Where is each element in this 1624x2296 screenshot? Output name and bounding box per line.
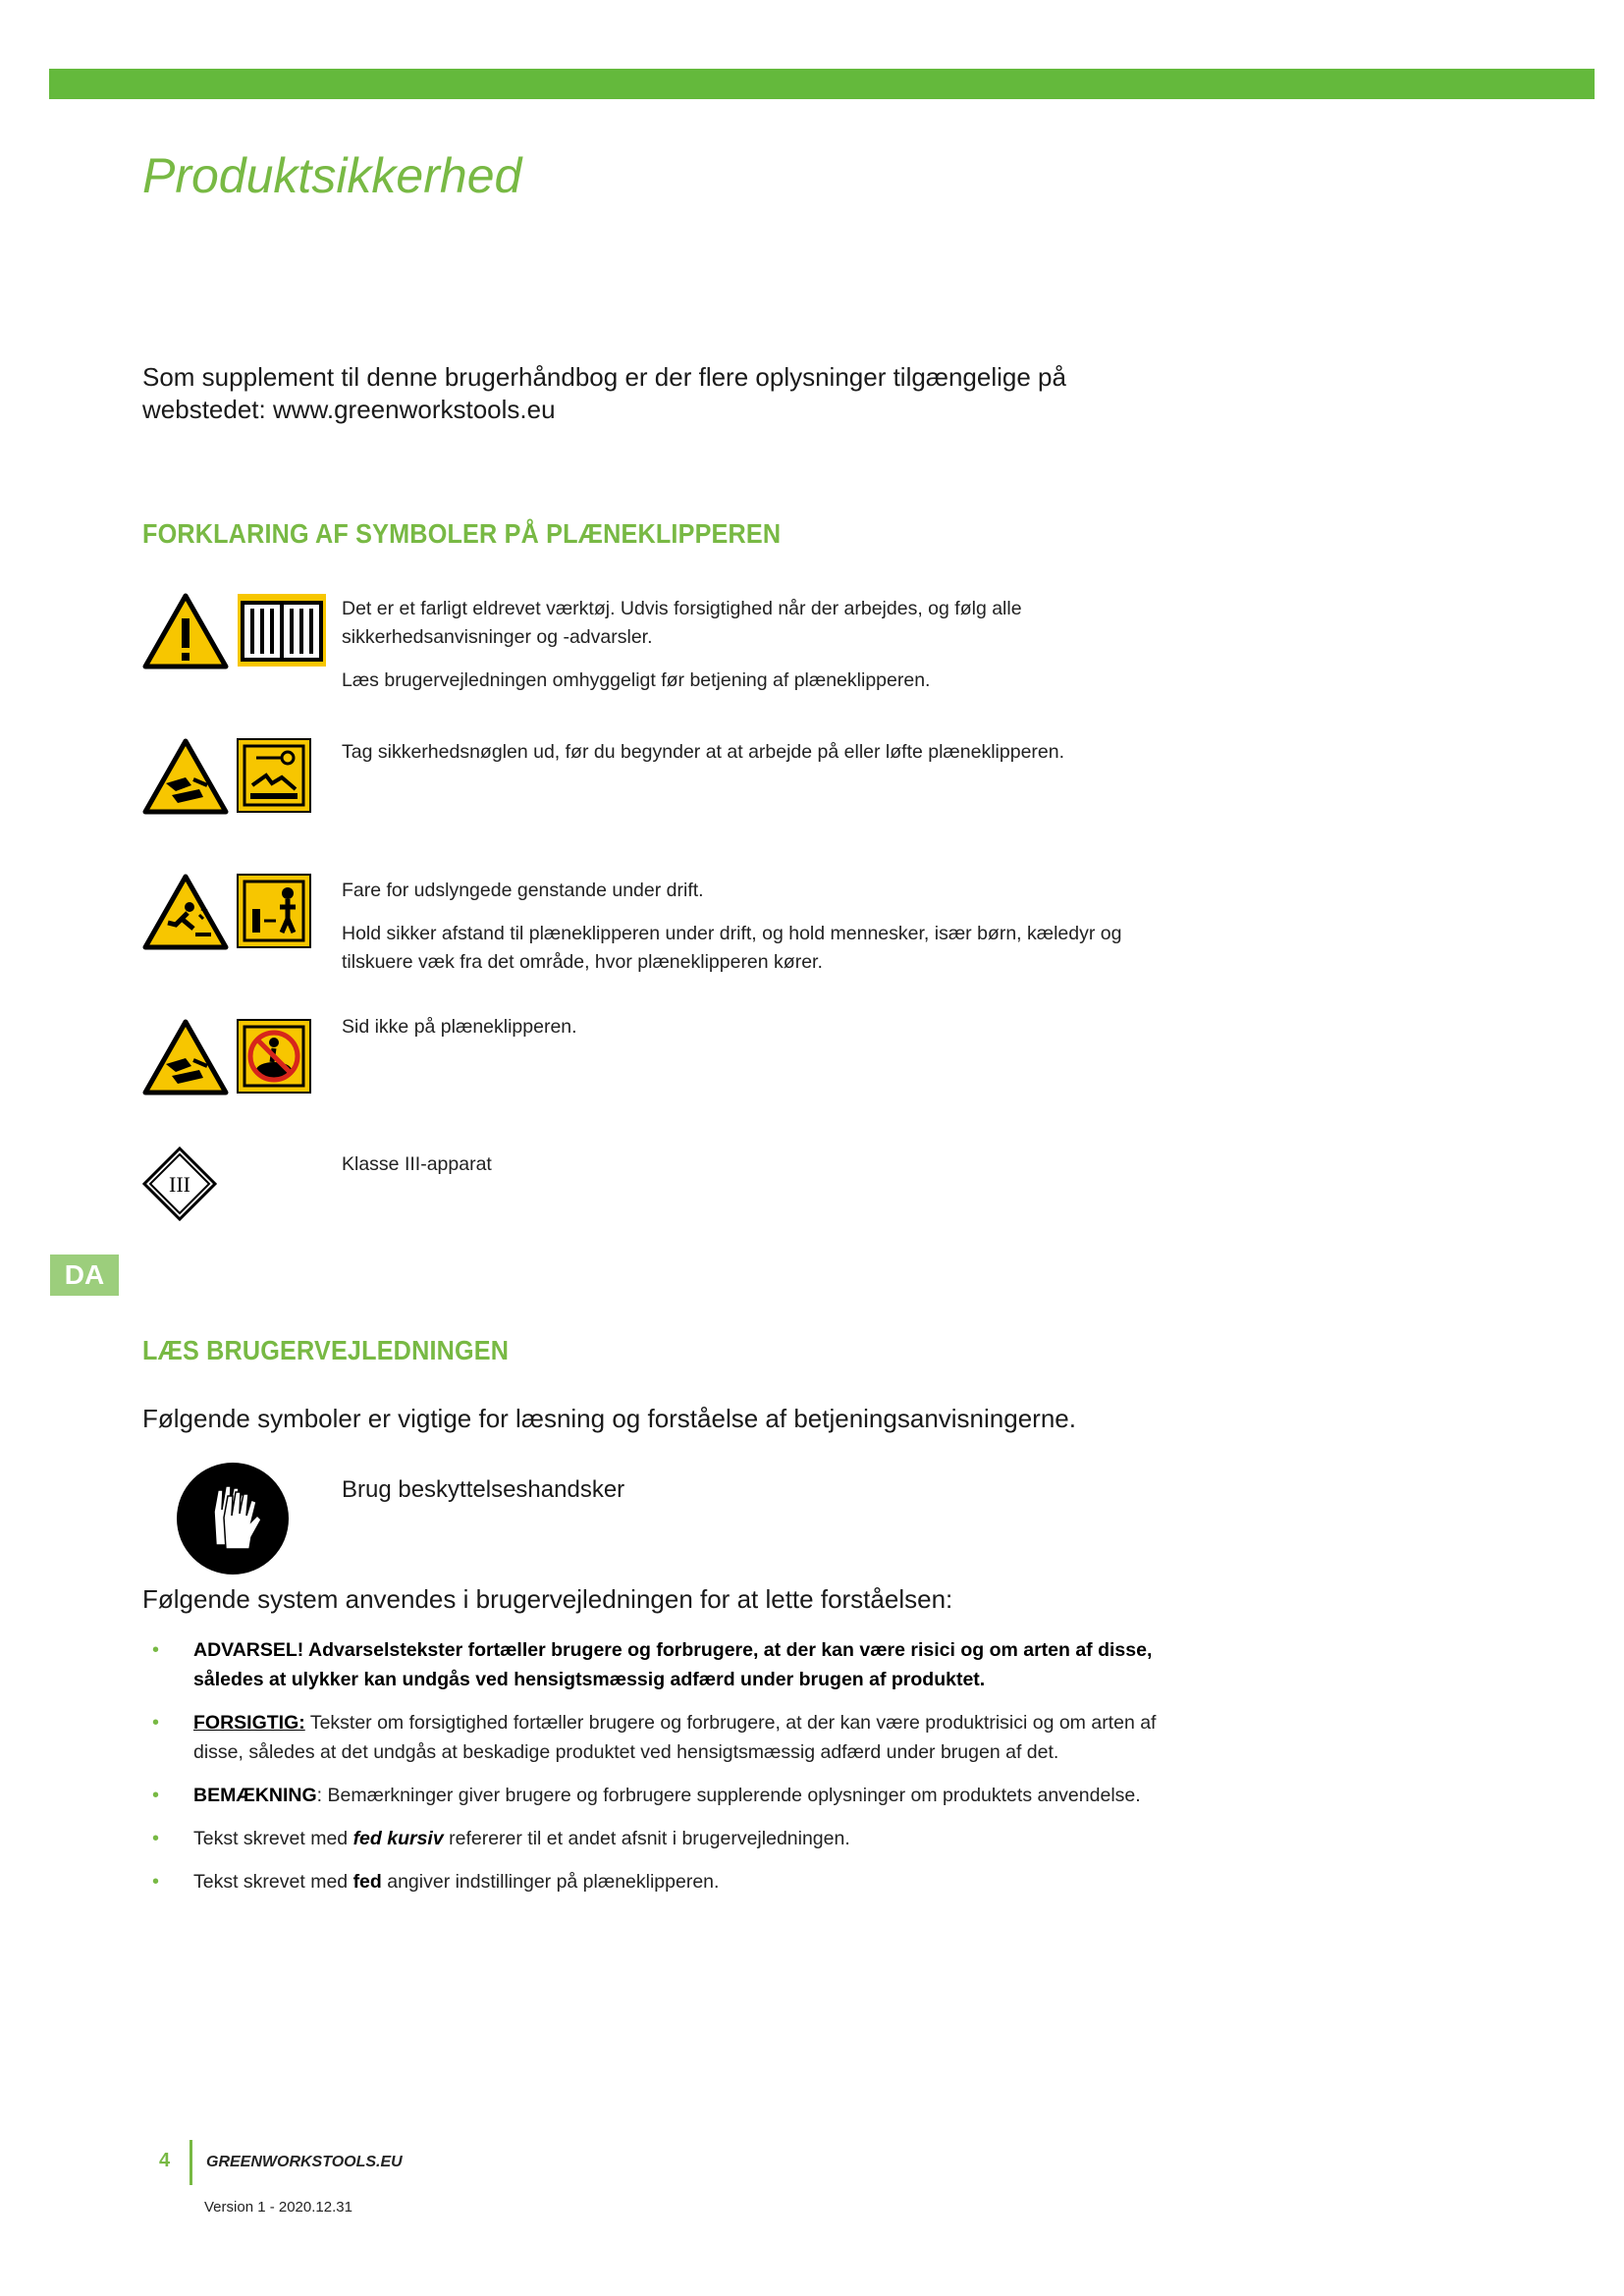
- symbol-row-1-text: [342, 595, 1147, 710]
- bullet-dot: •: [152, 1871, 160, 1893]
- page-title: Produktsikkerhed: [142, 148, 522, 203]
- symbol-row-2-icons: [142, 738, 311, 815]
- advarsel-label: ADVARSEL!: [193, 1639, 304, 1661]
- warning-exclamation-icon: [142, 593, 229, 669]
- symbol-row-4-text: [342, 1013, 1147, 1056]
- symbol-row-3-text-2: Hold sikker afstand til plæneklipperen under drift, og hold mennesker, især børn, kæledyr og tilskuere væk fra det område, hvor plæneklipperen kører.: [342, 923, 1122, 973]
- bullet-dot: •: [152, 1712, 160, 1734]
- list-item: [142, 1781, 1183, 1810]
- symbol-row-3-icons: [142, 874, 311, 950]
- intro-line-2: webstedet: www.greenworkstools.eu: [142, 395, 556, 424]
- forsigtig-label: FORSIGTIG:: [193, 1712, 305, 1734]
- intro-line-1: Som supplement til denne brugerhåndbog er der flere oplysninger tilgængelige på: [142, 362, 1066, 392]
- symbol-row-3-text-1: Fare for udslyngede genstande under drift.: [342, 880, 704, 901]
- forsigtig-text: Tekster om forsigtighed fortæller brugere og forbrugere, at der kan være produktrisici og om arten af disse, således at det undgås at beskadige produktet ved hensigtsmæssig adfærd under brugen af det.: [193, 1712, 1157, 1763]
- gloves-icon: [175, 1461, 291, 1576]
- footer-site: GREENWORKSTOOLS.EU: [206, 2154, 403, 2170]
- symbol-row-3-text: [342, 877, 1147, 991]
- remove-safety-key-icon: [237, 738, 311, 813]
- read-manual-book-icon: [237, 593, 327, 667]
- keep-distance-icon: [237, 874, 311, 948]
- class-iii-appliance-icon: [142, 1147, 217, 1221]
- bemaerkning-text: : Bemærkninger giver brugere og forbrugere supplerende oplysninger om produktets anvendelse.: [316, 1785, 1141, 1806]
- blade-hazard-icon: [142, 738, 229, 815]
- symbol-row-5-text: [342, 1150, 1147, 1194]
- manual-lead: Følgende symboler er vigtige for læsning og forståelse af betjeningsanvisningerne.: [142, 1404, 1076, 1433]
- advarsel-text: Advarselstekster fortæller brugere og forbrugere, at der kan være risici og om arten af disse, således at ulykker kan undgås ved hensigtsmæssig adfærd under brugen af produktet.: [193, 1639, 1153, 1690]
- symbol-row-2-text-1: Tag sikkerhedsnøglen ud, før du begynder at at arbejde på eller løfte plæneklipperen.: [342, 741, 1065, 763]
- symbols-heading: FORKLARING AF SYMBOLER PÅ PLÆNEKLIPPEREN: [142, 518, 782, 549]
- bullet-dot: •: [152, 1639, 160, 1661]
- bullet-dot: •: [152, 1785, 160, 1806]
- no-riding-icon: [237, 1019, 311, 1094]
- fed-word: fed: [352, 1871, 382, 1893]
- svg-text:III: III: [169, 1172, 190, 1197]
- language-tab: DA: [50, 1255, 119, 1296]
- thrown-objects-hazard-icon: [142, 874, 229, 950]
- intro-paragraph: [142, 361, 1222, 426]
- footer-divider: [189, 2140, 192, 2185]
- convention-list: [142, 1635, 1183, 1910]
- symbol-row-1-icons: [142, 593, 327, 669]
- list-item: [142, 1708, 1183, 1767]
- symbol-row-1-text-2: Læs brugervejledningen omhyggeligt før betjening af plæneklipperen.: [342, 669, 931, 691]
- symbol-row-4-text-1: Sid ikke på plæneklipperen.: [342, 1016, 577, 1038]
- fedkursiv-word: fed kursiv: [352, 1828, 444, 1849]
- symbol-row-4-icons: [142, 1019, 311, 1095]
- list-item: [142, 1824, 1183, 1853]
- symbol-row-5-icons: [142, 1147, 217, 1221]
- fedkursiv-pre: Tekst skrevet med: [193, 1828, 353, 1849]
- manual-heading: LÆS BRUGERVEJLEDNINGEN: [142, 1335, 510, 1365]
- fed-pre: Tekst skrevet med: [193, 1871, 353, 1893]
- page-number: 4: [159, 2150, 171, 2171]
- header-green-bar: [49, 69, 1595, 99]
- bullet-dot: •: [152, 1828, 160, 1849]
- fedkursiv-post: refererer til et andet afsnit i brugervejledningen.: [443, 1828, 850, 1849]
- fed-post: angiver indstillinger på plæneklipperen.: [381, 1871, 720, 1893]
- gloves-text: Brug beskyttelseshandsker: [342, 1476, 625, 1503]
- blade-hazard-icon: [142, 1019, 229, 1095]
- symbol-row-5-text-1: Klasse III-apparat: [342, 1153, 492, 1175]
- system-lead: Følgende system anvendes i brugervejledningen for at lette forståelsen:: [142, 1584, 953, 1614]
- list-item: [142, 1635, 1183, 1694]
- footer-version: Version 1 - 2020.12.31: [204, 2199, 352, 2216]
- symbol-row-1-text-1: Det er et farligt eldrevet værktøj. Udvis forsigtighed når der arbejdes, og følg alle sikkerhedsanvisninger og -advarsler.: [342, 598, 1022, 648]
- symbol-row-2-text: [342, 738, 1147, 781]
- bemaerkning-label: BEMÆKNING: [193, 1785, 317, 1806]
- list-item: [142, 1867, 1183, 1896]
